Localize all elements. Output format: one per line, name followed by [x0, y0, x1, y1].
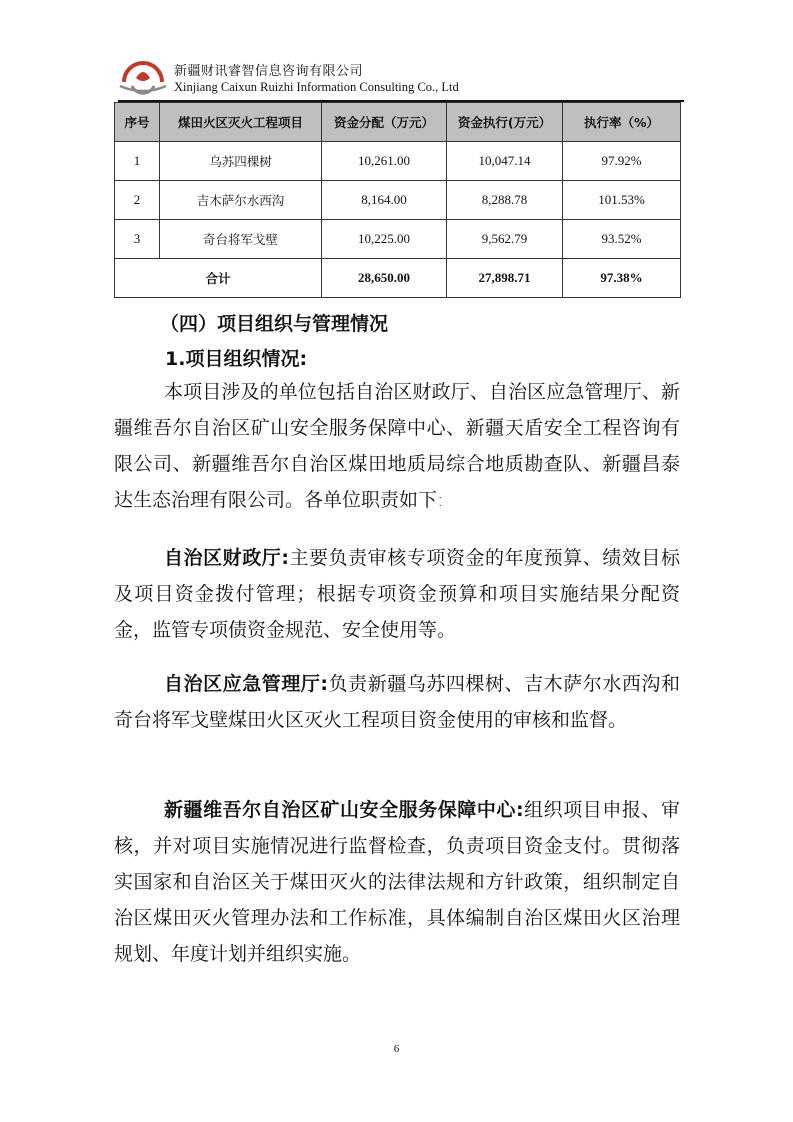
row-index: 1	[115, 142, 160, 181]
execution-rate: 93.52%	[563, 220, 681, 259]
column-header: 煤田火区灭火工程项目	[160, 103, 322, 142]
total-rate: 97.38%	[563, 259, 681, 298]
unit-duties: 组织项目申报、审核，并对项目实施情况进行监督检查，负责项目资金支付。贯彻落实国家和自治区关于煤田灭火的法律法规和方针政策，组织制定自治区煤田灭火管理办法和工作标准，具体编制自治区煤田火区治理规划、年度计划并组织实施。	[114, 799, 680, 965]
section-heading: （四）项目组织与管理情况	[160, 313, 389, 335]
executed-amount: 9,562.79	[447, 220, 563, 259]
company-logo-icon	[118, 56, 168, 98]
execution-rate: 97.92%	[563, 142, 681, 181]
paragraph-emergency-department	[114, 666, 680, 738]
unit-name: 自治区财政厅:	[164, 547, 289, 569]
unit-duties: 主要负责审核专项资金的年度预算、绩效目标及项目资金拨付管理；根据专项资金预算和项目实施结果分配资金，监管专项债资金规范、安全使用等。	[114, 547, 680, 641]
page-header	[118, 56, 684, 100]
table-row	[115, 181, 681, 220]
allocated-amount: 8,164.00	[322, 181, 447, 220]
company-name-en: Xinjiang Caixun Ruizhi Information Consulting Co., Ltd	[174, 80, 459, 94]
allocated-amount: 10,225.00	[322, 220, 447, 259]
paragraph-finance-department	[114, 540, 680, 648]
subsection-heading: 1.项目组织情况:	[165, 348, 308, 370]
column-header: 资金分配（万元）	[322, 103, 447, 142]
company-name-cn: 新疆财讯睿智信息咨询有限公司	[174, 64, 364, 79]
table-row	[115, 142, 681, 181]
executed-amount: 10,047.14	[447, 142, 563, 181]
project-name: 乌苏四棵树	[160, 142, 322, 181]
page-number: 6	[393, 1043, 400, 1055]
allocated-amount: 10,261.00	[322, 142, 447, 181]
execution-rate: 101.53%	[563, 181, 681, 220]
table-header-row	[115, 103, 681, 142]
project-name: 吉木萨尔水西沟	[160, 181, 322, 220]
executed-amount: 8,288.78	[447, 181, 563, 220]
table-total-row	[115, 259, 681, 298]
total-allocated: 28,650.00	[322, 259, 447, 298]
unit-duties: 负责新疆乌苏四棵树、吉木萨尔水西沟和奇台将军戈壁煤田火区灭火工程项目资金使用的审核和监督。	[114, 673, 680, 731]
paragraph-mine-safety-center	[114, 792, 680, 972]
table-row	[115, 220, 681, 259]
total-executed: 27,898.71	[447, 259, 563, 298]
project-name: 奇台将军戈壁	[160, 220, 322, 259]
unit-name: 新疆维吾尔自治区矿山安全服务保障中心:	[164, 799, 524, 821]
unit-name: 自治区应急管理厅:	[164, 673, 329, 695]
column-header: 资金执行(万元）	[447, 103, 563, 142]
column-header: 执行率（%）	[563, 103, 681, 142]
paragraph-units-overview: 本项目涉及的单位包括自治区财政厅、自治区应急管理厅、新疆维吾尔自治区矿山安全服务保障中心、新疆天盾安全工程咨询有限公司、新疆维吾尔自治区煤田地质局综合地质勘查队、新疆昌泰达生态治理有限公司。各单位职责如下:	[114, 381, 680, 511]
column-header: 序号	[115, 103, 160, 142]
row-index: 3	[115, 220, 160, 259]
total-label: 合计	[115, 259, 322, 298]
fund-execution-table	[114, 102, 681, 298]
row-index: 2	[115, 181, 160, 220]
